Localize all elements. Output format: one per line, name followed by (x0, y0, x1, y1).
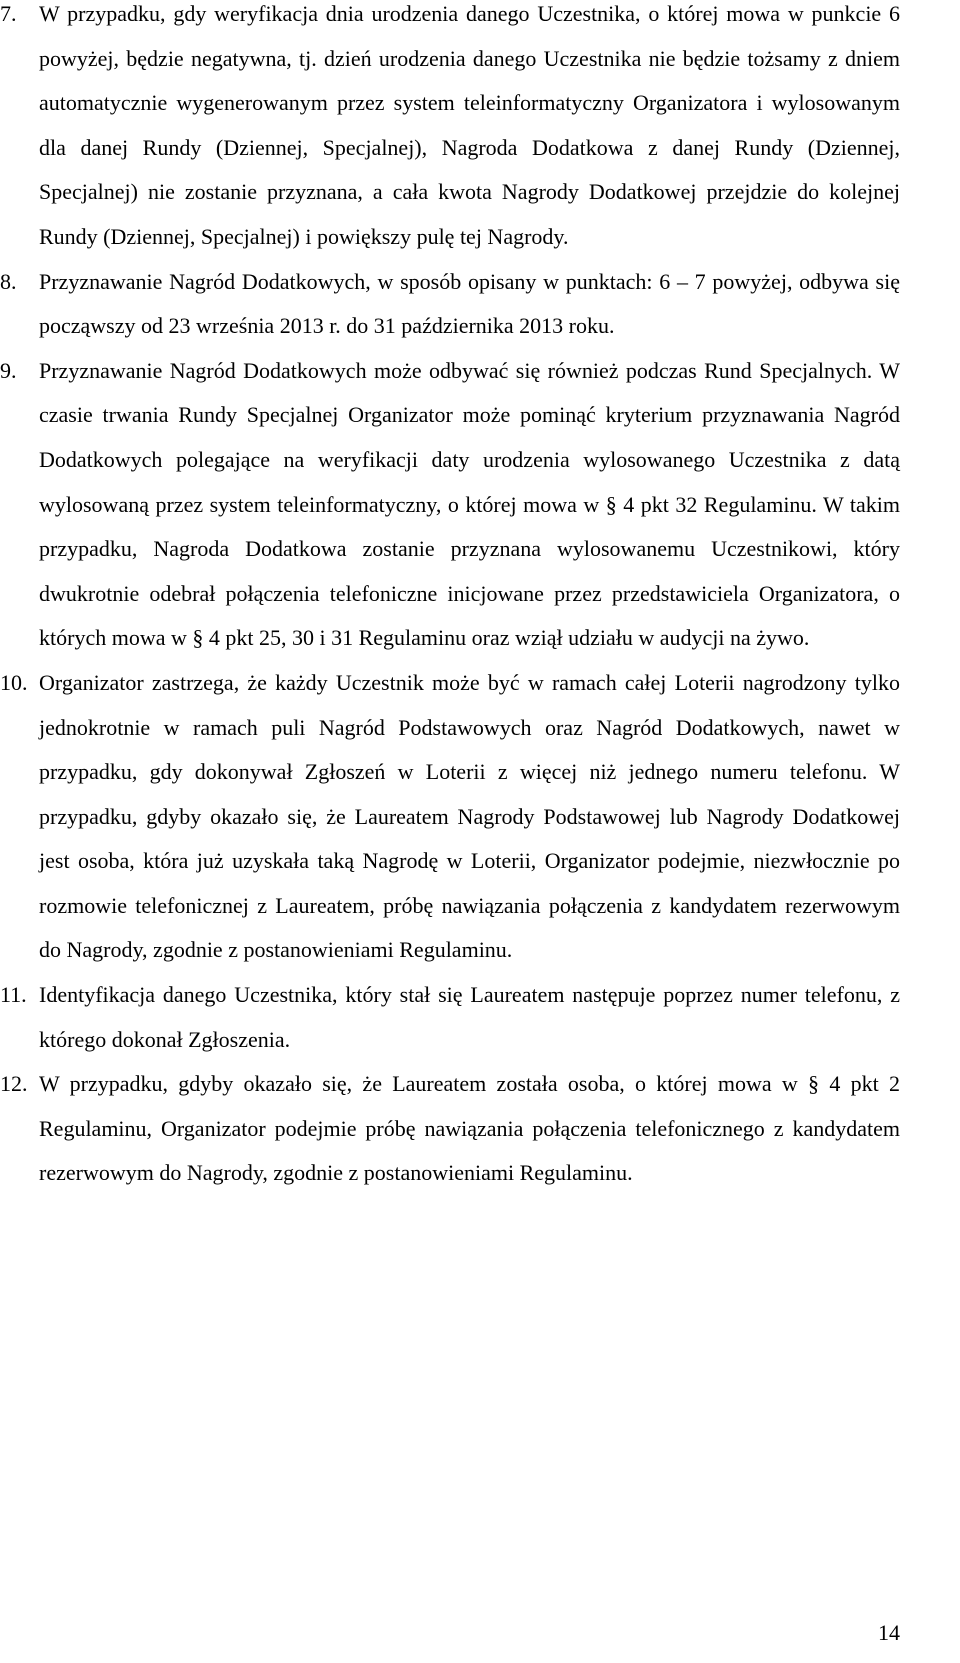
list-item-text: Identyfikacja danego Uczestnika, który stał się Laureatem następuje poprzez numer telefonu, z którego dokonał Zgłoszenia. (39, 982, 900, 1052)
list-item-number: 12. (0, 1071, 28, 1097)
page-number: 14 (878, 1620, 900, 1645)
list-item-text: W przypadku, gdyby okazało się, że Laureatem została osoba, o której mowa w § 4 pkt 2 Regulaminu, Organizator podejmie próbę nawiązania połączenia telefonicznego z kandydatem rezerwowym do Nagrody, zgodnie z postanowieniami Regulaminu. (39, 1071, 900, 1186)
list-item-number: 9. (0, 357, 17, 383)
list-item-text: Przyznawanie Nagród Dodatkowych może odbywać się również podczas Rund Specjalnych. W czasie trwania Rundy Specjalnej Organizator może pominąć kryterium przyznawania Nagród Dodatkowych polegające na weryfikacji daty urodzenia wylosowanego Uczestnika z datą wylosowaną przez system teleinformatyczny, o której mowa w § 4 pkt 32 Regulaminu. W takim przypadku, Nagroda Dodatkowa zostanie przyznana wylosowanemu Uczestnikowi, który dwukrotnie odebrał połączenia telefoniczne inicjowane przez przedstawiciela Organizatora, o których mowa w § 4 pkt 25, 30 i 31 Regulaminu oraz wziął udziału w audycji na żywo. (39, 357, 900, 651)
list-item-number: 8. (0, 268, 17, 294)
list-item-10 (0, 661, 960, 973)
list-item-11 (0, 973, 960, 1062)
list-item-number: 10. (0, 669, 28, 695)
list-item-number: 7. (0, 1, 17, 26)
list-item-9 (0, 349, 960, 661)
list-item-12 (0, 1062, 960, 1196)
list-item-text: Przyznawanie Nagród Dodatkowych, w sposób opisany w punktach: 6 – 7 powyżej, odbywa się począwszy od 23 września 2013 r. do 31 października 2013 roku. (39, 268, 900, 339)
list-item-7 (0, 0, 960, 260)
list-item-text: Organizator zastrzega, że każdy Uczestnik może być w ramach całej Loterii nagrodzony tylko jednokrotnie w ramach puli Nagród Podstawowych oraz Nagród Dodatkowych, nawet w przypadku, gdy dokonywał Zgłoszeń w Loterii z więcej niż jednego numeru telefonu. W przypadku, gdyby okazało się, że Laureatem Nagrody Podstawowej lub Nagrody Dodatkowej jest osoba, która już uzyskała taką Nagrodę w Loterii, Organizator podejmie, niezwłocznie po rozmowie telefonicznej z Laureatem, próbę nawiązania połączenia z kandydatem rezerwowym do Nagrody, zgodnie z postanowieniami Regulaminu. (39, 669, 900, 963)
list-item-number: 11. (0, 982, 27, 1008)
list-item-8 (0, 260, 960, 349)
list-item-text: W przypadku, gdy weryfikacja dnia urodzenia danego Uczestnika, o której mowa w punkcie 6 powyżej, będzie negatywna, tj. dzień urodzenia danego Uczestnika nie będzie tożsamy z dniem automatycznie wygenerowanym przez system teleinformatyczny Organizatora i wylosowanym dla danej Rundy (Dziennej, Specjalnej), Nagroda Dodatkowa z danej Rundy (Dziennej, Specjalnej) nie zostanie przyznana, a cała kwota Nagrody Dodatkowej przejdzie do kolejnej Rundy (Dziennej, Specjalnej) i powiększy pulę tej Nagrody. (39, 1, 900, 249)
